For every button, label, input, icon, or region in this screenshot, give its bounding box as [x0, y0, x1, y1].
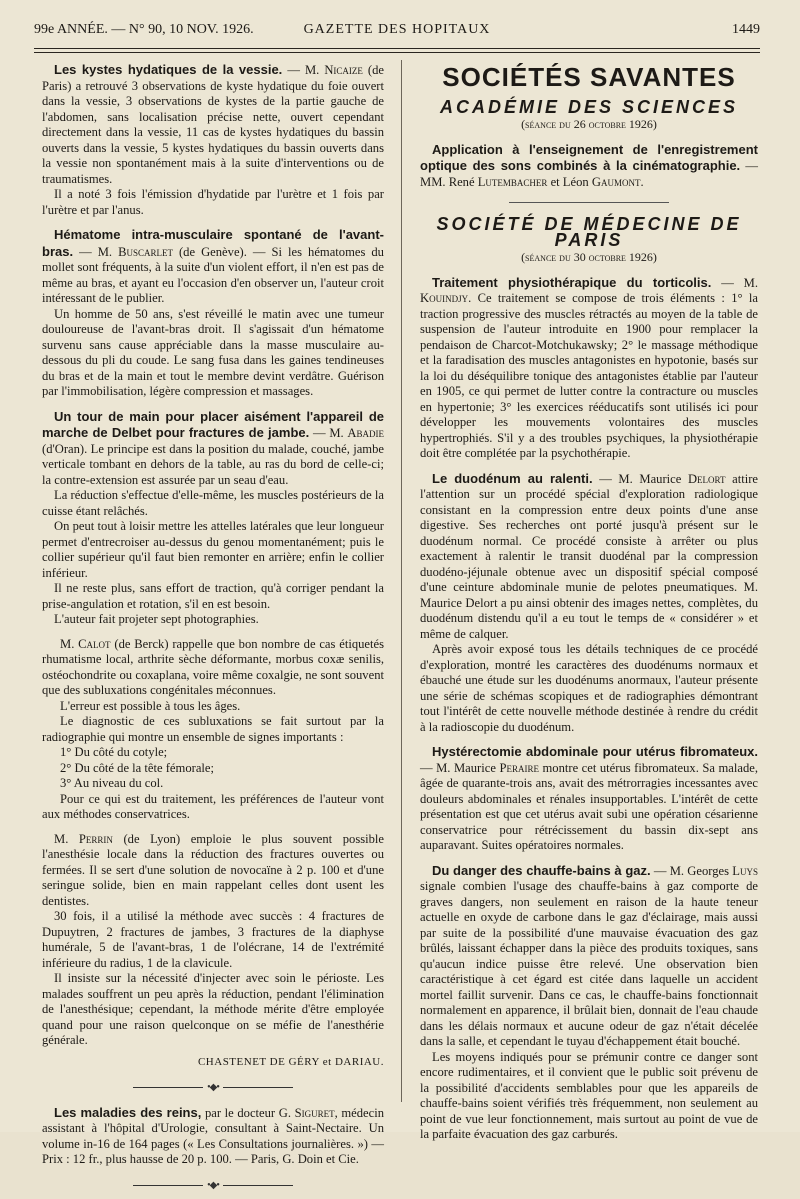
article-title: Le duodénum au ralenti. [432, 470, 593, 486]
author: Delort [687, 471, 726, 486]
paragraph: Après avoir exposé tous les détails techniques de ce procédé d'exploration, montré les caractères des duodénums normaux et ébauché une étude sur les duodénums anormaux, l'auteur présente une série de schémas scopiques et de radiographies démontrant tout l'intérêt de cette nouvelle méthode destinée à rendre du crédit à la radioscopie du duodénum. [420, 642, 758, 734]
paragraph: Un homme de 50 ans, s'est réveillé le matin avec une tumeur douloureuse de l'avant-bras droit. Il s'agissait d'un hématome survenu sans cause appréciable dans la masse musculaire au-dessous du pli du coude. Le sang fusa dans les gaines tendineuses du bras et de la main et tout le membre devint verdâtre. Guérison par l'immobilisation, légère compression et massages. [42, 306, 384, 398]
author: Kouindjy [420, 291, 469, 305]
section-title: SOCIÉTÉS SAVANTES [442, 62, 736, 92]
article-title: Hystérectomie abdominale pour utérus fibromateux. [432, 744, 758, 759]
paragraph: (de Paris) a retrouvé 3 observations de kyste hydatique du foie ouvert dans la vessie, 3 observations de kystes de la partie gauche de l'abdomen, sans localisation précise nette, ouvert cependant directement dans la vessie, 11 cas de kystes hydatiques du bassin ouverts dans la vessie, 5 kystes hydatiques du bassin ouverts dans la vessie non spontanément mais à la suite d'interventions ou de traumatismes. [42, 63, 385, 186]
paragraph: 30 fois, il a utilisé la méthode avec succès : 4 fractures de Dupuytren, 2 fractures de jambes, 3 fractures de la diaphyse humérale, 5 de l'avant-bras, 1 de l'olécrane, 14 de l'extrémité inférieure du radius, 1 de la clavicule. [42, 909, 384, 970]
article-delbet [42, 409, 384, 628]
article-title: Les kystes hydatiques de la vessie. [54, 62, 283, 77]
paragraph: attire l'attention sur un procédé spécial d'exploration radiologique consistant en la compression entre deux points d'une anse digestive. Ses recherches ont porté jusqu'à présent sur le duodénum normal. Ce procédé consiste à arrêter ou plus exactement à ralentir le transit duodénal par la compression duodéno-jéjunale obtenue avec un dispositif spécial composé d'une ceinture abdominale munie de pelotes pneumatiques. M. Maurice Delort a pu ainsi obtenir des images nettes, complètes, du duodénum distendu qu'il a eu tout le temps de « considérer » et même de calquer. [420, 471, 758, 641]
header-rule-thin [34, 52, 760, 53]
paragraph: Il insiste sur la nécessité d'injecter avec soin le périoste. Les malades souffrent un peu après la réduction, pendant l'élimination de l'anesthésique; cependant, la méthode mérite d'être employée quand pour une raison quelconque on se méfie de l'anesthérie générale. [42, 971, 384, 1047]
text: — MM. René [420, 159, 758, 189]
header-rule [34, 48, 760, 49]
text: et Léon [547, 174, 592, 189]
paragraph: (de Genève). — Si les hématomes du mollet sont fréquents, à la suite d'un violent effort, il n'en est pas de même au bras, et ayant eu l'occasion d'en observer un, l'auteur croit intéressant de le publier. [42, 244, 384, 305]
paragraph: Il a noté 3 fois l'émission d'hydatide par l'urètre et 1 fois par l'urètre et par l'anus. [42, 187, 384, 217]
author: Siguret [294, 1105, 335, 1120]
section-rule [509, 202, 669, 203]
session-date: (séance du 26 octobre 1926) [521, 117, 657, 131]
author: Buscarlet [118, 244, 173, 259]
paragraph: , médecin assistant à l'hôpital d'Urologie, consultant à Saint-Nectaire. Un volume in-16 de 164 pages (« Les Consultations journalières. ») — Prix : 12 fr., plus hausse de 20 p. 100. — Paris, G. Doin et Cie. [42, 1105, 384, 1166]
ornament-divider: •◆• [42, 1080, 384, 1096]
article-duodenum [420, 471, 758, 736]
author: Peraire [499, 760, 539, 775]
author: Calot [78, 636, 111, 651]
author: Gaumont [591, 174, 641, 189]
paragraph: (de Berck) rappelle que bon nombre de cas étiquetés rhumatisme local, arthrite sèche déformante, morbus coxæ senilis, ostéochondrite ou coxaplana, voire même coxalgie, ne sont souvent que des subluxations congénitales méconnues. [42, 636, 384, 697]
text: . [640, 174, 644, 189]
article-title: Les maladies des reins, [54, 1104, 202, 1120]
list-item: 2° Du côté de la tête fémorale; [60, 760, 214, 775]
issue-info: 99e ANNÉE. — N° 90, 10 NOV. 1926. [34, 22, 254, 37]
article-calot [42, 637, 384, 823]
paragraph: L'erreur est possible à tous les âges. [60, 698, 241, 713]
paragraph: Les moyens indiqués pour se prémunir contre ce danger sont encore rudimentaires, et il convient que le public soit prévenu de la possibilité d'accidents semblables pour que les appareils de chauffe-bains soient vérifiés très fréquemment, non seulement au point de vue leur fonctionnement, mais surtout au point de vue de la parfaite évacuation des gaz carburés. [420, 1049, 758, 1141]
paragraph: . Ce traitement se compose de trois éléments : 1° la traction progressive des muscles rétractés au moyen de la table de suspension de l'auteur introduite en 1900 pour remplacer la pendaison de Charcot-Motchukawsky; 2° le massage méthodique et la faradisation des muscles antagonistes en hypotonie, basés sur la loi du déséquilibre tonique des antagonistes établie par l'auteur en 1905, ce qui permet de lutter contre la contracture ou muscles en hypertonie; 3° les exercices rééducatifs sont utilisés ici pour développer les mouvements volontaires des muscles hypertrophiés. S'il y a des troubles psychiques, la physiothérapie doit être complétée par la psychothérapie. [420, 291, 758, 460]
right-column [420, 62, 758, 1143]
paragraph: (d'Oran). Le principe est dans la position du malade, couché, jambe verticale tombant en dehors de la table, au ras du bord de celle-ci; la contre-extension est assurée par un seau d'eau. [42, 441, 384, 487]
article-title: Traitement physiothérapique du torticolis. [432, 274, 712, 290]
book-review [42, 1105, 384, 1168]
session-date: (séance du 30 octobre 1926) [521, 250, 657, 264]
column-separator [401, 60, 402, 1102]
author: Abadie [347, 426, 384, 440]
article-chauffe-bains [420, 863, 758, 1143]
list-item: 1° Du côté du cotyle; [60, 745, 168, 759]
article-title: Un tour de main pour placer aisément l'appareil de marche de Delbet pour fractures de jambe. [42, 408, 384, 440]
left-column [42, 62, 384, 1199]
sep: — M. Maurice [592, 471, 688, 486]
article-hysterectomie [420, 744, 758, 854]
paragraph: Il ne reste plus, sans effort de traction, qu'à corriger pendant la prise-angulation et rotation, s'il en est besoin. [42, 581, 384, 611]
prefix: M. [60, 636, 79, 651]
society-title: SOCIÉTÉ DE MÉDECINE DE PARIS [436, 214, 742, 250]
paragraph: L'auteur fait projeter sept photographies. [54, 612, 259, 626]
paragraph: signale combien l'usage des chauffe-bains à gaz comporte de graves dangers, non seulement en raison de la haute teneur actuelle en oxyde de carbone dans le gaz d'éclairage, mais aussi par suite de la possibilité d'une mauvaise évacuation des gaz brûlés, laissant échapper dans la pièce des produits toxiques, sans qu'aucun indice puisse être relevé. Une observation bien caractéristique à cet égard est citée dans laquelle un accident mortel faillit survenir. Dans ce cas, le chauffe-bains fonctionnait normalement en apparence, il brûlait bien, donnait de l'eau chaude dans les délais normaux et aucune odeur de gaz n'était décelée dans la salle, et cependant le tuyau d'échappement était bouché. [420, 879, 758, 1048]
sep: — M. [711, 275, 758, 290]
paragraph: La réduction s'effectue d'elle-même, les muscles postérieurs de la cuisse étant relâchés. [42, 488, 384, 518]
running-header [34, 22, 760, 44]
page-number: 1449 [732, 22, 760, 37]
article-kystes [42, 62, 384, 218]
article-title: Application à l'enseignement de l'enregistrement optique des sons combinés à la cinématographie. [420, 141, 758, 173]
article-cinematographie [420, 142, 758, 191]
sep: — M. [309, 426, 348, 440]
prefix: M. [54, 831, 79, 846]
article-perrin [42, 832, 384, 1049]
paragraph: Pour ce qui est du traitement, les préférences de l'auteur vont aux méthodes conservatrices. [42, 791, 384, 821]
text: par le docteur G. [201, 1105, 295, 1120]
sep: — M. Maurice [420, 760, 500, 775]
journal-title: GAZETTE DES HOPITAUX [303, 22, 491, 37]
article-torticolis [420, 275, 758, 462]
author: Luys [732, 863, 758, 878]
list-item: 3° Au niveau du col. [60, 776, 164, 790]
article-title: Hématome intra-musculaire spontané de l'avant-bras. [42, 227, 384, 259]
paragraph: On peut tout à loisir mettre les attelles latérales que leur longueur permet d'entrecroiser au-dessus du genou momentanément; puis le collier supérieur qu'il faut bien remonter en arrière; enfin le collier inférieur. [42, 519, 384, 580]
society-title: ACADÉMIE DES SCIENCES [439, 96, 739, 117]
sep: — M. [282, 63, 325, 77]
author: Nicaize [324, 63, 363, 77]
sep: — M. Georges [650, 863, 733, 878]
article-title: Du danger des chauffe-bains à gaz. [432, 862, 651, 878]
author: Perrin [78, 831, 113, 846]
author: Lutembacher [477, 174, 548, 189]
ornament-divider-bottom: •◆• [42, 1178, 384, 1194]
paragraph: (de Lyon) emploie le plus souvent possible l'anesthésie locale dans la réduction des fractures ouvertes ou fermées. Il se sert d'une solution de novocaïne à 2 p. 100 et d'une seringue solide, bien en main rappelant celles dont usent les dentistes. [42, 831, 385, 908]
article-hematome [42, 227, 384, 400]
signature: CHASTENET DE GÉRY et DARIAU. [197, 1055, 384, 1068]
paragraph: montre cet utérus fibromateux. Sa malade, âgée de quarante-trois ans, avait des métrorragies incessantes avec douleurs abdominales et rénales insupportables. L'intérêt de cette présentation est que cet utérus avait subi une opération césarienne conservatrice pour rétrécissement du bassin dix-sept ans auparavant. Suites opératoires normales. [420, 760, 758, 852]
paragraph: Le diagnostic de ces subluxations se fait surtout par la radiographie qui montre un ensemble de signes importants : [42, 714, 384, 744]
sep: — M. [73, 244, 119, 259]
